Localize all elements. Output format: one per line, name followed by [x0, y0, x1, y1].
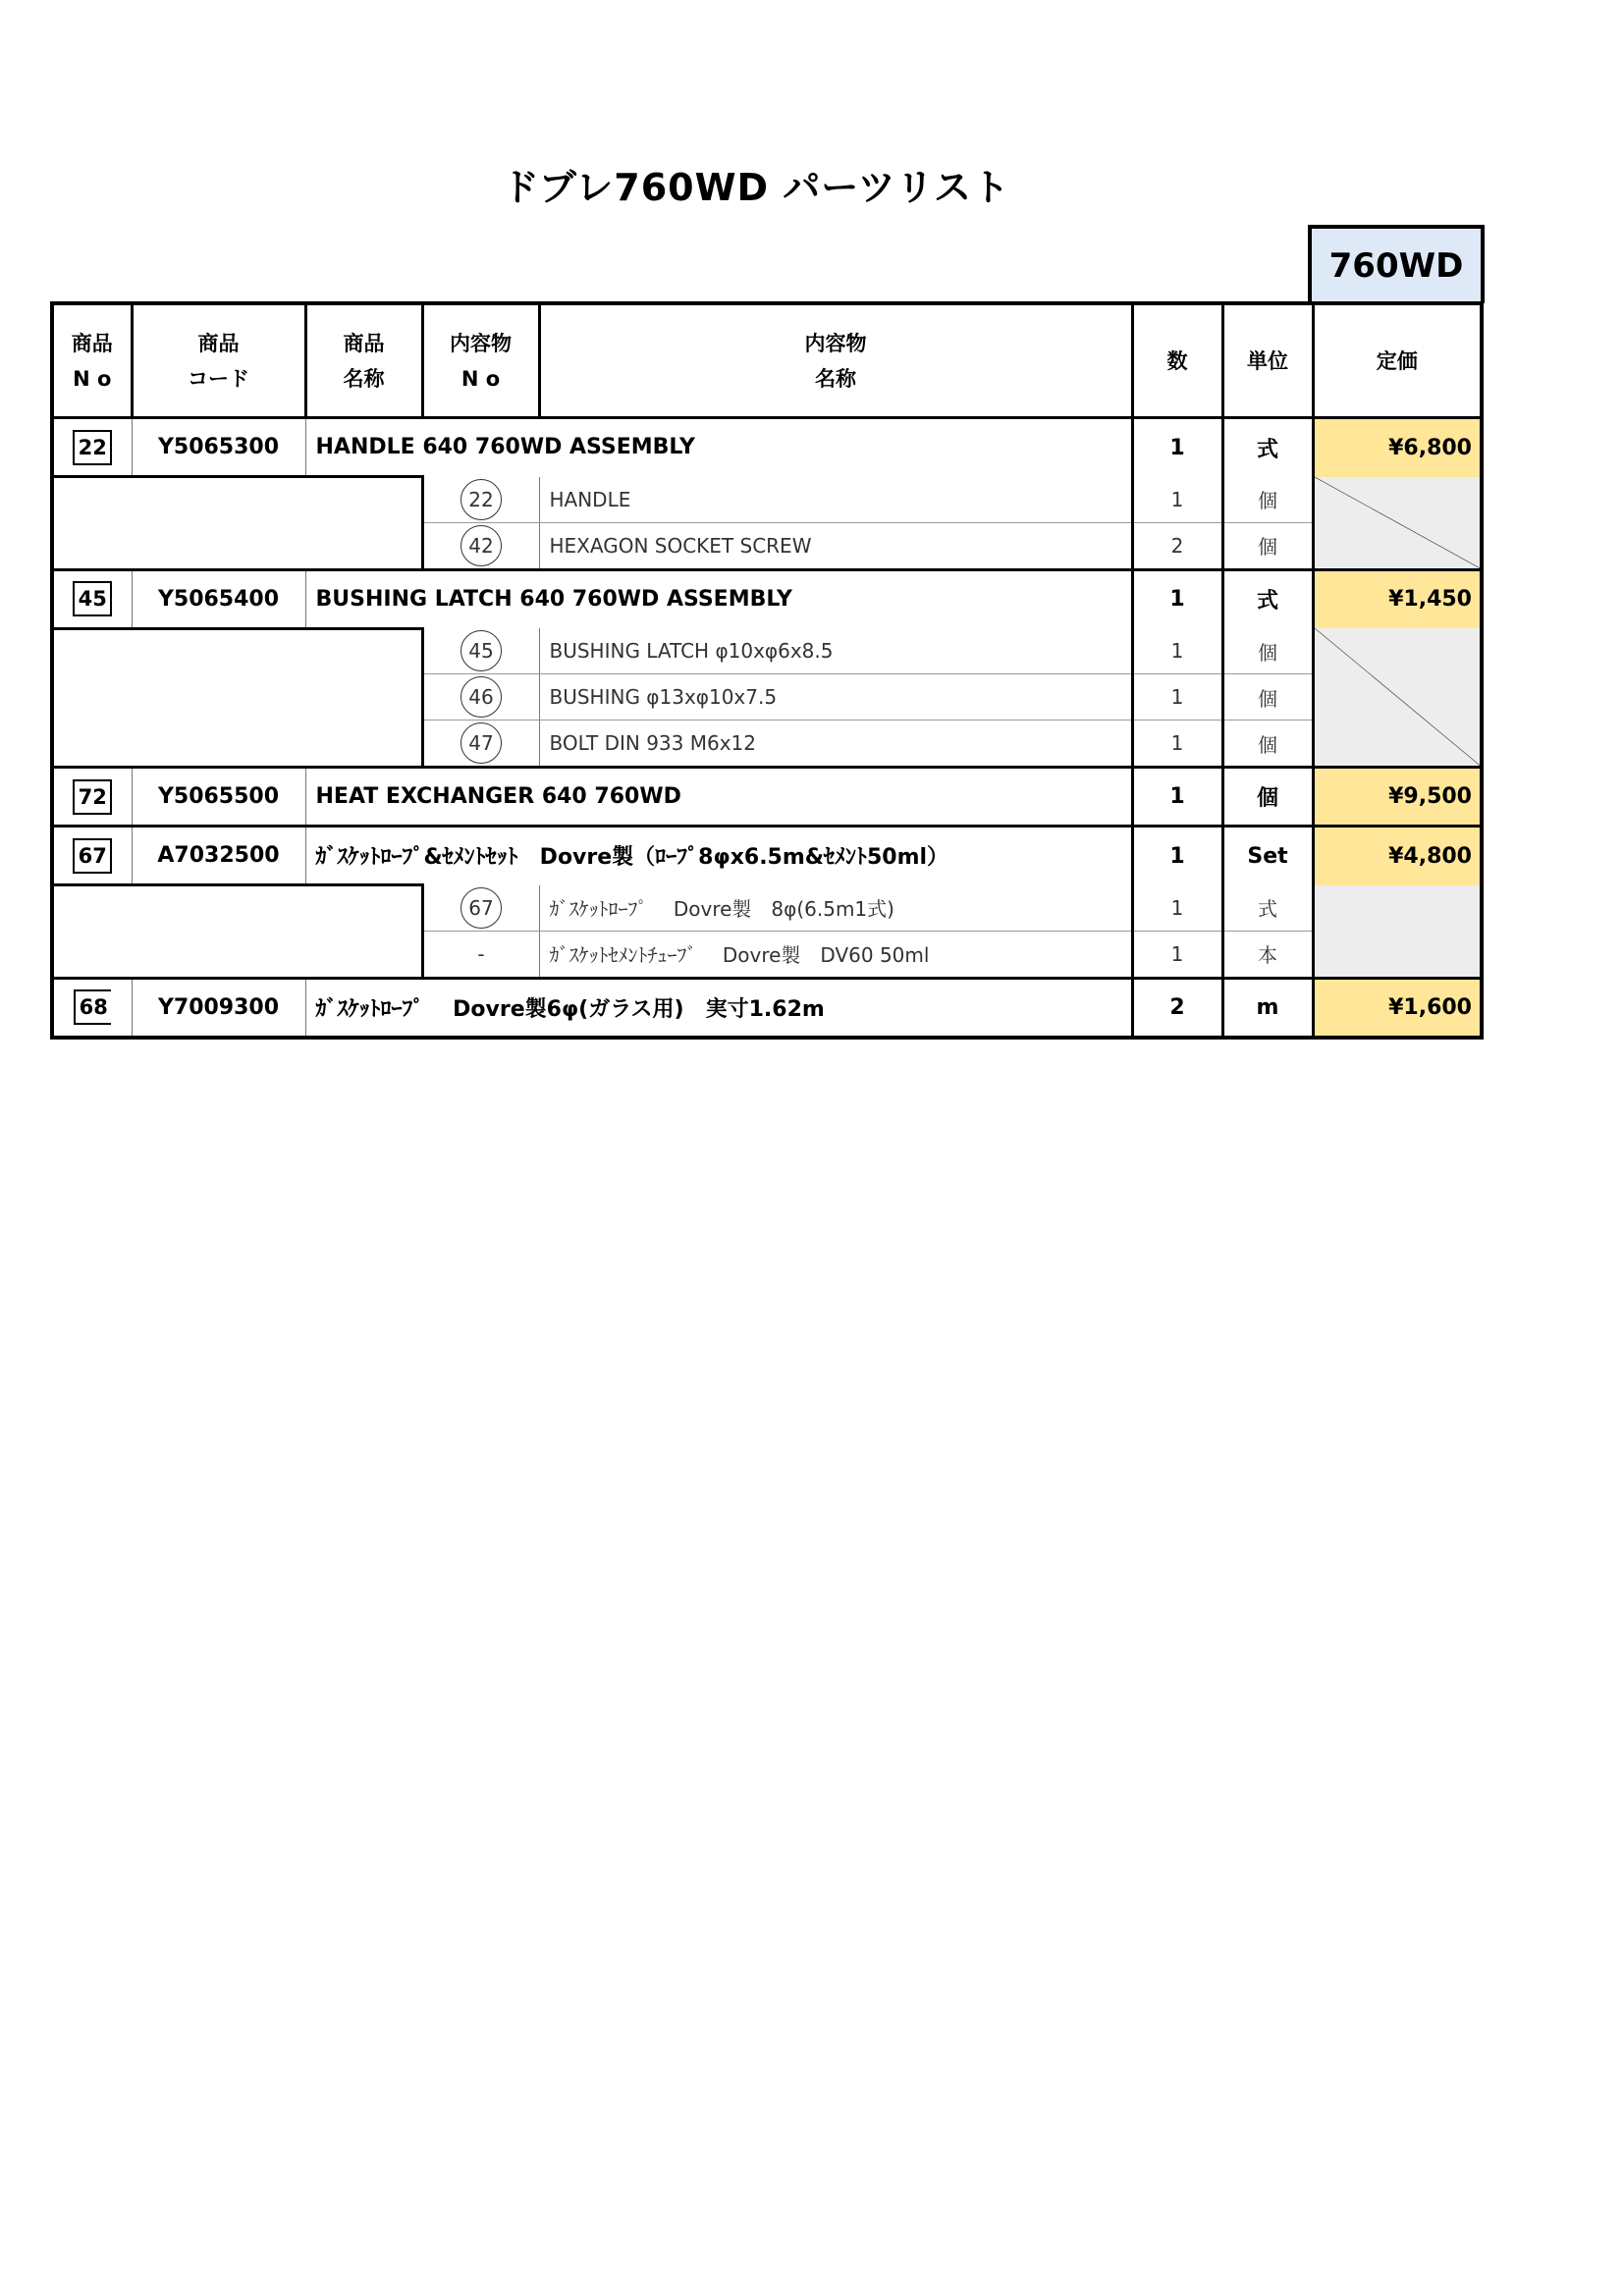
- content-unit: 個: [1222, 628, 1313, 674]
- content-no: 42: [422, 522, 539, 569]
- item-unit: 式: [1222, 569, 1313, 628]
- item-code: A7032500: [132, 827, 305, 885]
- content-unit: 個: [1222, 477, 1313, 523]
- content-name: ｶﾞｽｹｯﾄｾﾒﾝﾄﾁｭｰﾌﾞ Dovre製 DV60 50ml: [539, 931, 1132, 978]
- item-unit: m: [1222, 978, 1313, 1038]
- parts-table: [50, 301, 1484, 1040]
- content-unit: 個: [1222, 522, 1313, 569]
- content-name: HEXAGON SOCKET SCREW: [539, 522, 1132, 569]
- item-price: ¥6,800: [1313, 418, 1482, 477]
- item-row: [52, 768, 1482, 827]
- item-qty: 2: [1132, 978, 1222, 1038]
- item-row: [52, 827, 1482, 885]
- content-row: [52, 477, 1482, 523]
- item-no: 45: [52, 569, 132, 628]
- item-unit: Set: [1222, 827, 1313, 885]
- item-price: ¥1,600: [1313, 978, 1482, 1038]
- item-price: ¥4,800: [1313, 827, 1482, 885]
- content-unit: 個: [1222, 721, 1313, 768]
- item-name: HANDLE 640 760WD ASSEMBLY: [305, 418, 1132, 477]
- model-badge: 760WD: [1308, 225, 1485, 303]
- content-price-empty: [1313, 628, 1482, 768]
- item-unit: 式: [1222, 418, 1313, 477]
- header-price: 定価: [1313, 303, 1482, 418]
- header-sub-name: 内容物 名称: [539, 303, 1132, 418]
- content-qty: 1: [1132, 931, 1222, 978]
- content-name: HANDLE: [539, 477, 1132, 523]
- content-unit: 個: [1222, 674, 1313, 721]
- content-blank: [52, 477, 422, 570]
- content-blank: [52, 628, 422, 768]
- content-unit: 式: [1222, 885, 1313, 932]
- content-no: 45: [422, 628, 539, 674]
- content-no: 22: [422, 477, 539, 523]
- item-no: 22: [52, 418, 132, 477]
- content-name: BOLT DIN 933 M6x12: [539, 721, 1132, 768]
- content-no: 46: [422, 674, 539, 721]
- diagonal-strike: [1315, 628, 1481, 766]
- item-name: BUSHING LATCH 640 760WD ASSEMBLY: [305, 569, 1132, 628]
- content-qty: 1: [1132, 477, 1222, 523]
- item-row: [52, 978, 1482, 1038]
- item-no: 72: [52, 768, 132, 827]
- header-row: [52, 303, 1482, 418]
- header-no: 商品 N o: [52, 303, 132, 418]
- item-qty: 1: [1132, 418, 1222, 477]
- header-name: 商品 名称: [305, 303, 422, 418]
- item-name: ｶﾞｽｹｯﾄﾛｰﾌﾟ&ｾﾒﾝﾄｾｯﾄ Dovre製（ﾛｰﾌﾟ8φx6.5m&ｾﾒﾝﾄ50ml）: [305, 827, 1132, 885]
- item-row: [52, 569, 1482, 628]
- content-blank: [52, 885, 422, 979]
- item-qty: 1: [1132, 827, 1222, 885]
- item-no: 67: [52, 827, 132, 885]
- content-qty: 1: [1132, 721, 1222, 768]
- content-name: BUSHING φ13xφ10x7.5: [539, 674, 1132, 721]
- item-row: [52, 418, 1482, 477]
- item-code: Y5065300: [132, 418, 305, 477]
- header-unit: 単位: [1222, 303, 1313, 418]
- item-price: ¥1,450: [1313, 569, 1482, 628]
- content-qty: 2: [1132, 522, 1222, 569]
- item-name: HEAT EXCHANGER 640 760WD: [305, 768, 1132, 827]
- content-unit: 本: [1222, 931, 1313, 978]
- item-code: Y5065400: [132, 569, 305, 628]
- parts-body: [52, 418, 1482, 1038]
- content-price-empty: [1313, 477, 1482, 570]
- header-sub-no: 内容物 N o: [422, 303, 539, 418]
- content-no: 47: [422, 721, 539, 768]
- content-qty: 1: [1132, 628, 1222, 674]
- item-name: ｶﾞｽｹｯﾄﾛｰﾌﾟ Dovre製6φ(ガラス用) 実寸1.62m: [305, 978, 1132, 1038]
- content-no: 67: [422, 885, 539, 932]
- content-name: ｶﾞｽｹｯﾄﾛｰﾌﾟ Dovre製 8φ(6.5m1式): [539, 885, 1132, 932]
- content-qty: 1: [1132, 674, 1222, 721]
- content-row: [52, 885, 1482, 932]
- content-row: [52, 628, 1482, 674]
- item-qty: 1: [1132, 569, 1222, 628]
- item-unit: 個: [1222, 768, 1313, 827]
- item-code: Y7009300: [132, 978, 305, 1038]
- item-price: ¥9,500: [1313, 768, 1482, 827]
- header-qty: 数: [1132, 303, 1222, 418]
- diagonal-strike: [1315, 477, 1481, 568]
- page-title: ドブレ760WD パーツリスト: [501, 166, 1011, 209]
- header-code: 商品 コード: [132, 303, 305, 418]
- content-price-empty: [1313, 885, 1482, 979]
- content-name: BUSHING LATCH φ10xφ6x8.5: [539, 628, 1132, 674]
- content-qty: 1: [1132, 885, 1222, 932]
- item-no: 68: [52, 978, 132, 1038]
- item-code: Y5065500: [132, 768, 305, 827]
- item-qty: 1: [1132, 768, 1222, 827]
- content-no: -: [422, 931, 539, 978]
